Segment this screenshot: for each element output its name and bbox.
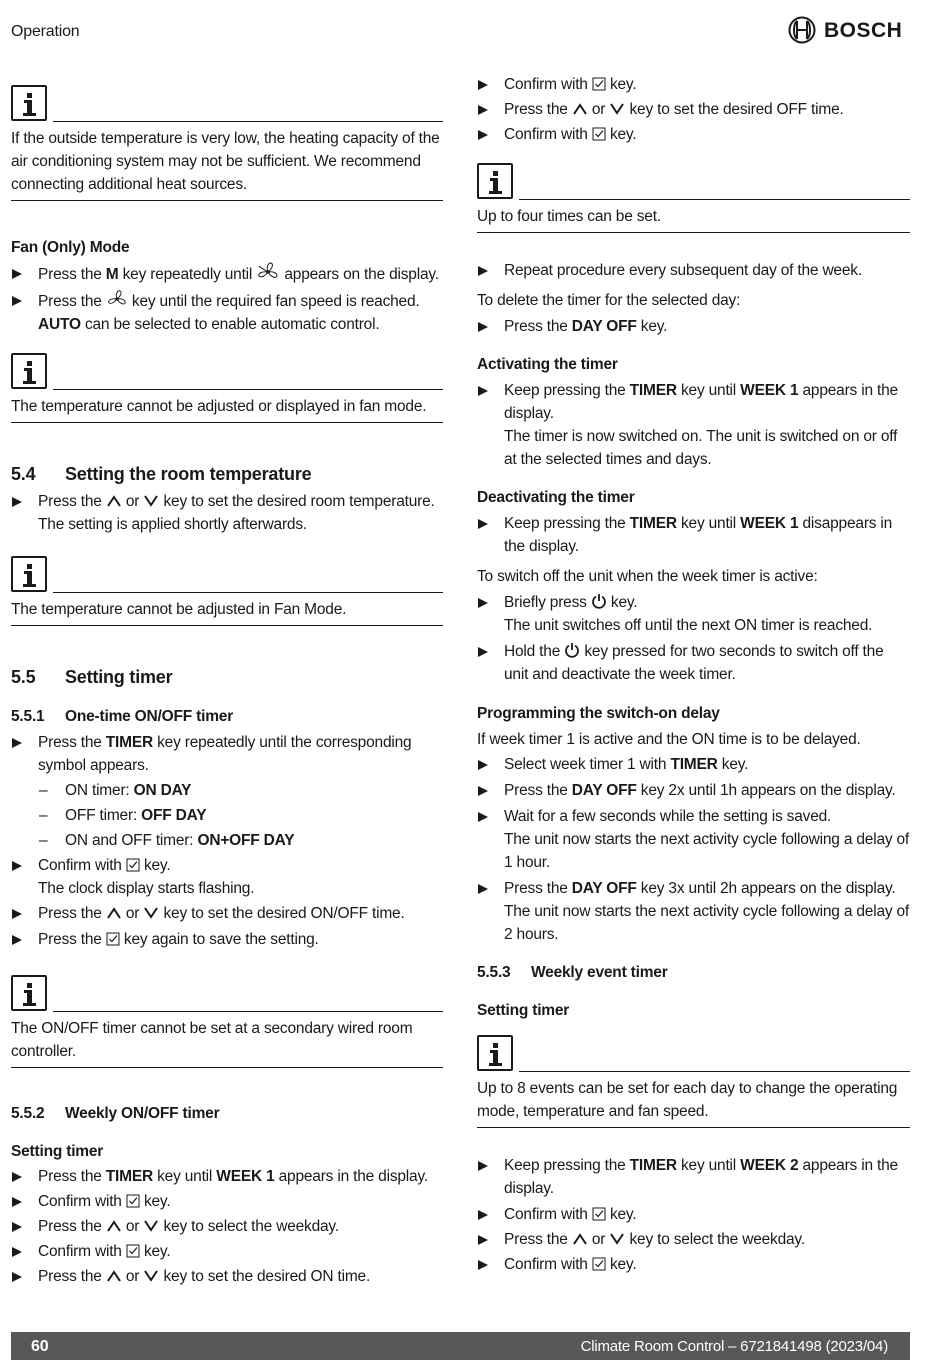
brand-name: BOSCH (824, 18, 903, 42)
list-item: Hold the key pressed for two seconds to switch off the unit and deactivate the week timer. (477, 640, 910, 686)
info-note (11, 556, 443, 626)
arrow-up-icon (572, 102, 588, 116)
note-text: The ON/OFF timer cannot be set at a secondary wired room controller. (11, 1020, 413, 1060)
list-item: Keep pressing the TIMER key until WEEK 1 disappears in the display. (477, 512, 910, 558)
arrow-down-icon (143, 906, 159, 920)
info-note (477, 163, 910, 233)
list-item: Confirm with key. (477, 73, 910, 96)
list-item: Press the M key repeatedly until appears on the display. (11, 262, 443, 286)
delay-steps (477, 728, 910, 946)
list-item: Confirm with key. (11, 1190, 443, 1213)
note-text: The temperature cannot be adjusted in Fan Mode. (11, 601, 347, 618)
deactivate-steps (477, 512, 910, 686)
checkbox-icon (592, 1207, 606, 1221)
arrow-down-icon (143, 1269, 159, 1283)
list-item: Press the or key to set the desired OFF time. (477, 98, 910, 121)
list-item: Confirm with key. (477, 1203, 910, 1226)
note-text: Up to four times can be set. (477, 208, 661, 225)
list-item: Press the DAY OFF key 2x until 1h appears on the display. (477, 779, 910, 802)
info-note (477, 1035, 910, 1128)
info-note (11, 85, 443, 201)
list-item: Select week timer 1 with TIMER key. (477, 753, 910, 776)
document-reference: Climate Room Control – 6721841498 (2023/04) (580, 1338, 888, 1355)
arrow-up-icon (106, 1269, 122, 1283)
fan-icon (256, 262, 280, 282)
list-item: Press the key again to save the setting. (11, 928, 443, 951)
subheading: Activating the timer (477, 356, 618, 373)
arrow-down-icon (609, 1232, 625, 1246)
weekly-timer-steps-continued (477, 73, 910, 146)
subheading: Programming the switch-on delay (477, 705, 720, 722)
arrow-down-icon (143, 494, 159, 508)
list-item: Press the or key to set the desired ON/OFF time. (11, 902, 443, 925)
info-icon (11, 85, 47, 121)
info-note (11, 353, 443, 423)
list-item: Press the TIMER key until WEEK 1 appears in the display. (11, 1165, 443, 1188)
list-subitem: – OFF timer: OFF DAY (11, 804, 443, 827)
arrow-up-icon (106, 906, 122, 920)
power-icon (564, 642, 580, 658)
checkbox-icon (592, 1257, 606, 1271)
arrow-up-icon (572, 1232, 588, 1246)
power-icon (591, 593, 607, 609)
note-text: The temperature cannot be adjusted or displayed in fan mode. (11, 398, 427, 415)
list-item: Keep pressing the TIMER key until WEEK 1 appears in the display. The timer is now switched on. The unit is switched on or off at the selected times and days. (477, 379, 910, 471)
paragraph: If week timer 1 is active and the ON time is to be delayed. (477, 731, 861, 748)
list-item: Press the or key to select the weekday. (477, 1228, 910, 1251)
list-item: Press the or key to set the desired room temperature. The setting is applied shortly afterwards. (11, 490, 443, 536)
list-item: Keep pressing the TIMER key until WEEK 2 appears in the display. (477, 1154, 910, 1200)
section-heading: 5.5 Setting timer (11, 667, 173, 687)
subheading: Setting timer (11, 1143, 104, 1160)
list-item: Press the or key to set the desired ON time. (11, 1265, 443, 1288)
list-item: Confirm with key. (477, 123, 910, 146)
checkbox-icon (126, 1194, 140, 1208)
subheading: Setting timer (477, 1002, 570, 1019)
fan-icon (106, 289, 128, 309)
info-icon (11, 556, 47, 592)
list-item: Press the or key to select the weekday. (11, 1215, 443, 1238)
running-header: Operation (11, 23, 80, 40)
checkbox-icon (126, 858, 140, 872)
arrow-down-icon (143, 1219, 159, 1233)
list-item: Press the TIMER key repeatedly until the corresponding symbol appears. (11, 731, 443, 777)
list-item: Press the key until the required fan speed is reached. AUTO can be selected to enable automatic control. (11, 289, 443, 336)
note-text: If the outside temperature is very low, the heating capacity of the air conditioning system may not be sufficient. We recommend connecting additional heat sources. (11, 130, 440, 193)
section-heading: 5.4 Setting the room temperature (11, 464, 312, 484)
list-item: Repeat procedure every subsequent day of the week. (477, 259, 910, 282)
list-item: Wait for a few seconds while the setting is saved. The unit now starts the next activity cycle following a delay of 1 hour. (477, 805, 910, 874)
room-temperature-steps (11, 490, 443, 536)
list-item: Briefly press key. The unit switches off until the next ON timer is reached. (477, 591, 910, 637)
info-icon (477, 163, 513, 199)
page-footer (11, 1332, 910, 1360)
list-item: Confirm with key. The clock display starts flashing. (11, 854, 443, 900)
bosch-logo-icon (788, 16, 816, 44)
checkbox-icon (592, 127, 606, 141)
subheading: Fan (Only) Mode (11, 239, 130, 256)
info-icon (11, 975, 47, 1011)
event-timer-steps (477, 1154, 910, 1276)
one-time-timer-steps (11, 731, 443, 951)
brand-logo (788, 16, 902, 44)
subsection-heading: 5.5.3 Weekly event timer (477, 964, 668, 981)
checkbox-icon (126, 1244, 140, 1258)
arrow-up-icon (106, 1219, 122, 1233)
fan-mode-steps (11, 262, 443, 336)
list-item: Press the DAY OFF key. (477, 315, 910, 338)
arrow-up-icon (106, 494, 122, 508)
list-item: Confirm with key. (477, 1253, 910, 1276)
subheading: Deactivating the timer (477, 489, 635, 506)
page-number: 60 (31, 1338, 49, 1355)
list-subitem: – ON timer: ON DAY (11, 779, 443, 802)
weekly-timer-steps (11, 1165, 443, 1288)
info-icon (477, 1035, 513, 1071)
paragraph: To delete the timer for the selected day: (477, 292, 741, 309)
checkbox-icon (106, 932, 120, 946)
subsection-heading: 5.5.2 Weekly ON/OFF timer (11, 1105, 220, 1122)
info-note (11, 975, 443, 1068)
subsection-heading: 5.5.1 One-time ON/OFF timer (11, 708, 234, 725)
note-text: Up to 8 events can be set for each day to change the operating mode, temperature and fan speed. (477, 1080, 898, 1120)
info-icon (11, 353, 47, 389)
paragraph: To switch off the unit when the week timer is active: (477, 568, 818, 585)
repeat-steps (477, 259, 910, 338)
list-item: Press the DAY OFF key 3x until 2h appears on the display. The unit now starts the next activity cycle following a delay of 2 hours. (477, 877, 910, 946)
list-subitem: – ON and OFF timer: ON+OFF DAY (11, 829, 443, 852)
checkbox-icon (592, 77, 606, 91)
arrow-down-icon (609, 102, 625, 116)
activate-steps (477, 379, 910, 471)
list-item: Confirm with key. (11, 1240, 443, 1263)
